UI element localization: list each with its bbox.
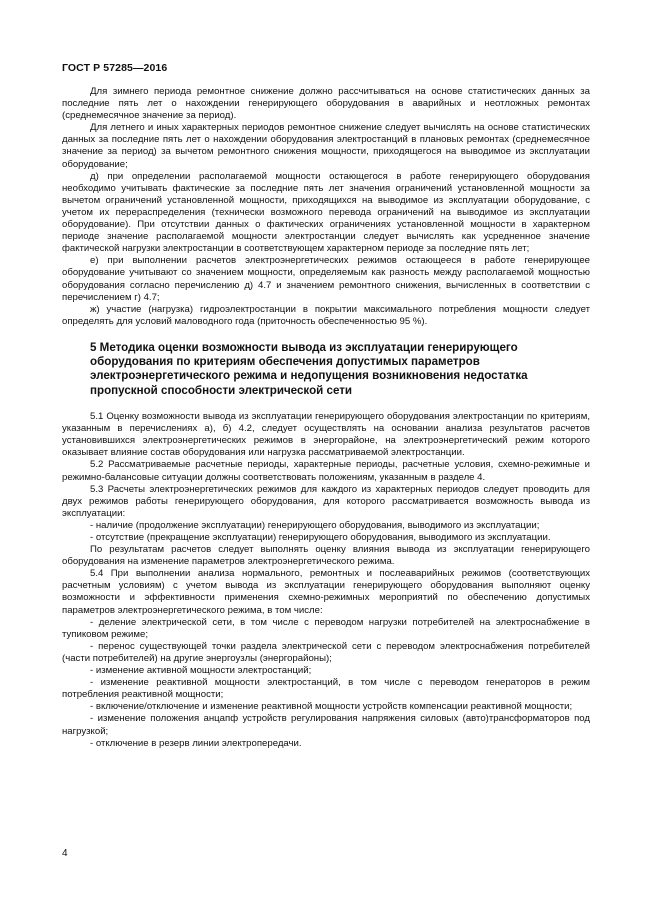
paragraph: е) при выполнении расчетов электроэнергетических режимов остающееся в работе генерирующее оборудование учитывают со значением мощности, определяемым как разность между располагаемой мощностью оборудования согласно перечислению д) 4.7 и значением ремонтного снижения, вычисленных в соответствии с перечислением г) 4.7; xyxy=(62,255,590,303)
page-number: 4 xyxy=(62,848,68,859)
document-body xyxy=(62,86,590,750)
paragraph: 5.2 Рассматриваемые расчетные периоды, характерные периоды, расчетные условия, схемно-режимные и режимно-балансовые ситуации должны соответствовать положениям, указанным в разделе 4. xyxy=(62,459,590,483)
list-item: - изменение реактивной мощности электростанций, в том числе с переводом генераторов в режим потребления реактивной мощности; xyxy=(62,677,590,701)
paragraph: 5.4 При выполнении анализа нормального, ремонтных и послеаварийных режимов (соответствующих расчетным условиям) с учетом вывода из эксплуатации генерирующего оборудования выполняют оценку возможности и эффективности применения схемно-режимных мероприятий по обеспечению допустимых параметров электроэнергетического режима, в том числе: xyxy=(62,568,590,616)
list-item: - изменение активной мощности электростанций; xyxy=(90,665,312,677)
paragraph: 5.1 Оценку возможности вывода из эксплуатации генерирующего оборудования электростанции по критериям, указанным в перечислениях а), б) 4.2, следует осуществлять на основании анализа результатов расчетов установившихся электроэнергетических режимов в энергорайоне, на электроэнергетический режим которого оказывает влияние состав оборудования или нагрузка рассматриваемой электростанции. xyxy=(62,411,590,459)
list-item: - отключение в резерв линии электропередачи. xyxy=(90,737,302,749)
paragraph: По результатам расчетов следует выполнять оценку влияния вывода из эксплуатации генерирующего оборудования на изменение параметров электроэнергетического режима. xyxy=(62,544,590,568)
paragraph: 5.3 Расчеты электроэнергетических режимов для каждого из характерных периодов следует проводить для двух режимов работы генерирующего оборудования, для которого рассматривается возможность вывода из эксплуатации: xyxy=(62,483,590,519)
list-item: - изменение положения анцапф устройств регулирования напряжения силовых (авто)трансформаторов под нагрузкой; xyxy=(62,713,590,737)
paragraph: Для летнего и иных характерных периодов ремонтное снижение следует вычислять на основе статистических данных за последние пять лет о нахождении оборудования электростанций в плановых ремонтах (среднемесячное значение за период) за вычетом ремонтного снижения мощности, приходящегося на выводимое из эксплуатации оборудование; xyxy=(62,122,590,170)
list-item: - деление электрической сети, в том числе с переводом нагрузки потребителей на электроснабжение в тупиковом режиме; xyxy=(62,616,590,640)
list-item: - отсутствие (прекращение эксплуатации) генерирующего оборудования, выводимого из эксплуатации. xyxy=(90,532,551,543)
section-heading: 5 Методика оценки возможности вывода из эксплуатации генерирующего оборудования по критериям обеспечения допустимых параметров электроэнергетического режима и недопущения возникновения недостатка пропускной способности электрической сети xyxy=(90,340,528,397)
paragraph: ж) участие (нагрузка) гидроэлектростанции в покрытии максимального потребления мощности следует определять для условий маловодного года (приточность обеспеченностью 95 %). xyxy=(62,303,590,327)
document-header: ГОСТ Р 57285—2016 xyxy=(62,62,168,74)
list-item: - включение/отключение и изменение реактивной мощности устройств компенсации реактивной мощности; xyxy=(90,701,573,713)
list-item: - наличие (продолжение эксплуатации) генерирующего оборудования, выводимого из эксплуатации; xyxy=(90,519,540,531)
paragraph: д) при определении располагаемой мощности остающегося в работе генерирующего оборудования необходимо учитывать фактические за последние пять лет значения ограничений установленной мощности за вычетом ограничений установленной мощности, приходящихся на выводимое из эксплуатации оборудование, с учетом их перераспределения (технически возможного перевода ограничений на выводимое из эксплуатации оборудование). При отсутствии данных о фактических ограничениях установленной мощности в характерном периоде значение располагаемой мощности электростанции следует вычислять как усредненное значение фактической нагрузки электростанции в соответствующем характерном периоде за последние пять лет; xyxy=(62,170,590,255)
list-item: - перенос существующей точки раздела электрической сети с переводом электроснабжения потребителей (части потребителей) на другие энергоузлы (энергорайоны); xyxy=(62,640,590,664)
paragraph: Для зимнего периода ремонтное снижение должно рассчитываться на основе статистических данных за последние пять лет о нахождении генерирующего оборудования в аварийных и неотложных ремонтах (среднемесячное значение за период). xyxy=(62,86,590,122)
